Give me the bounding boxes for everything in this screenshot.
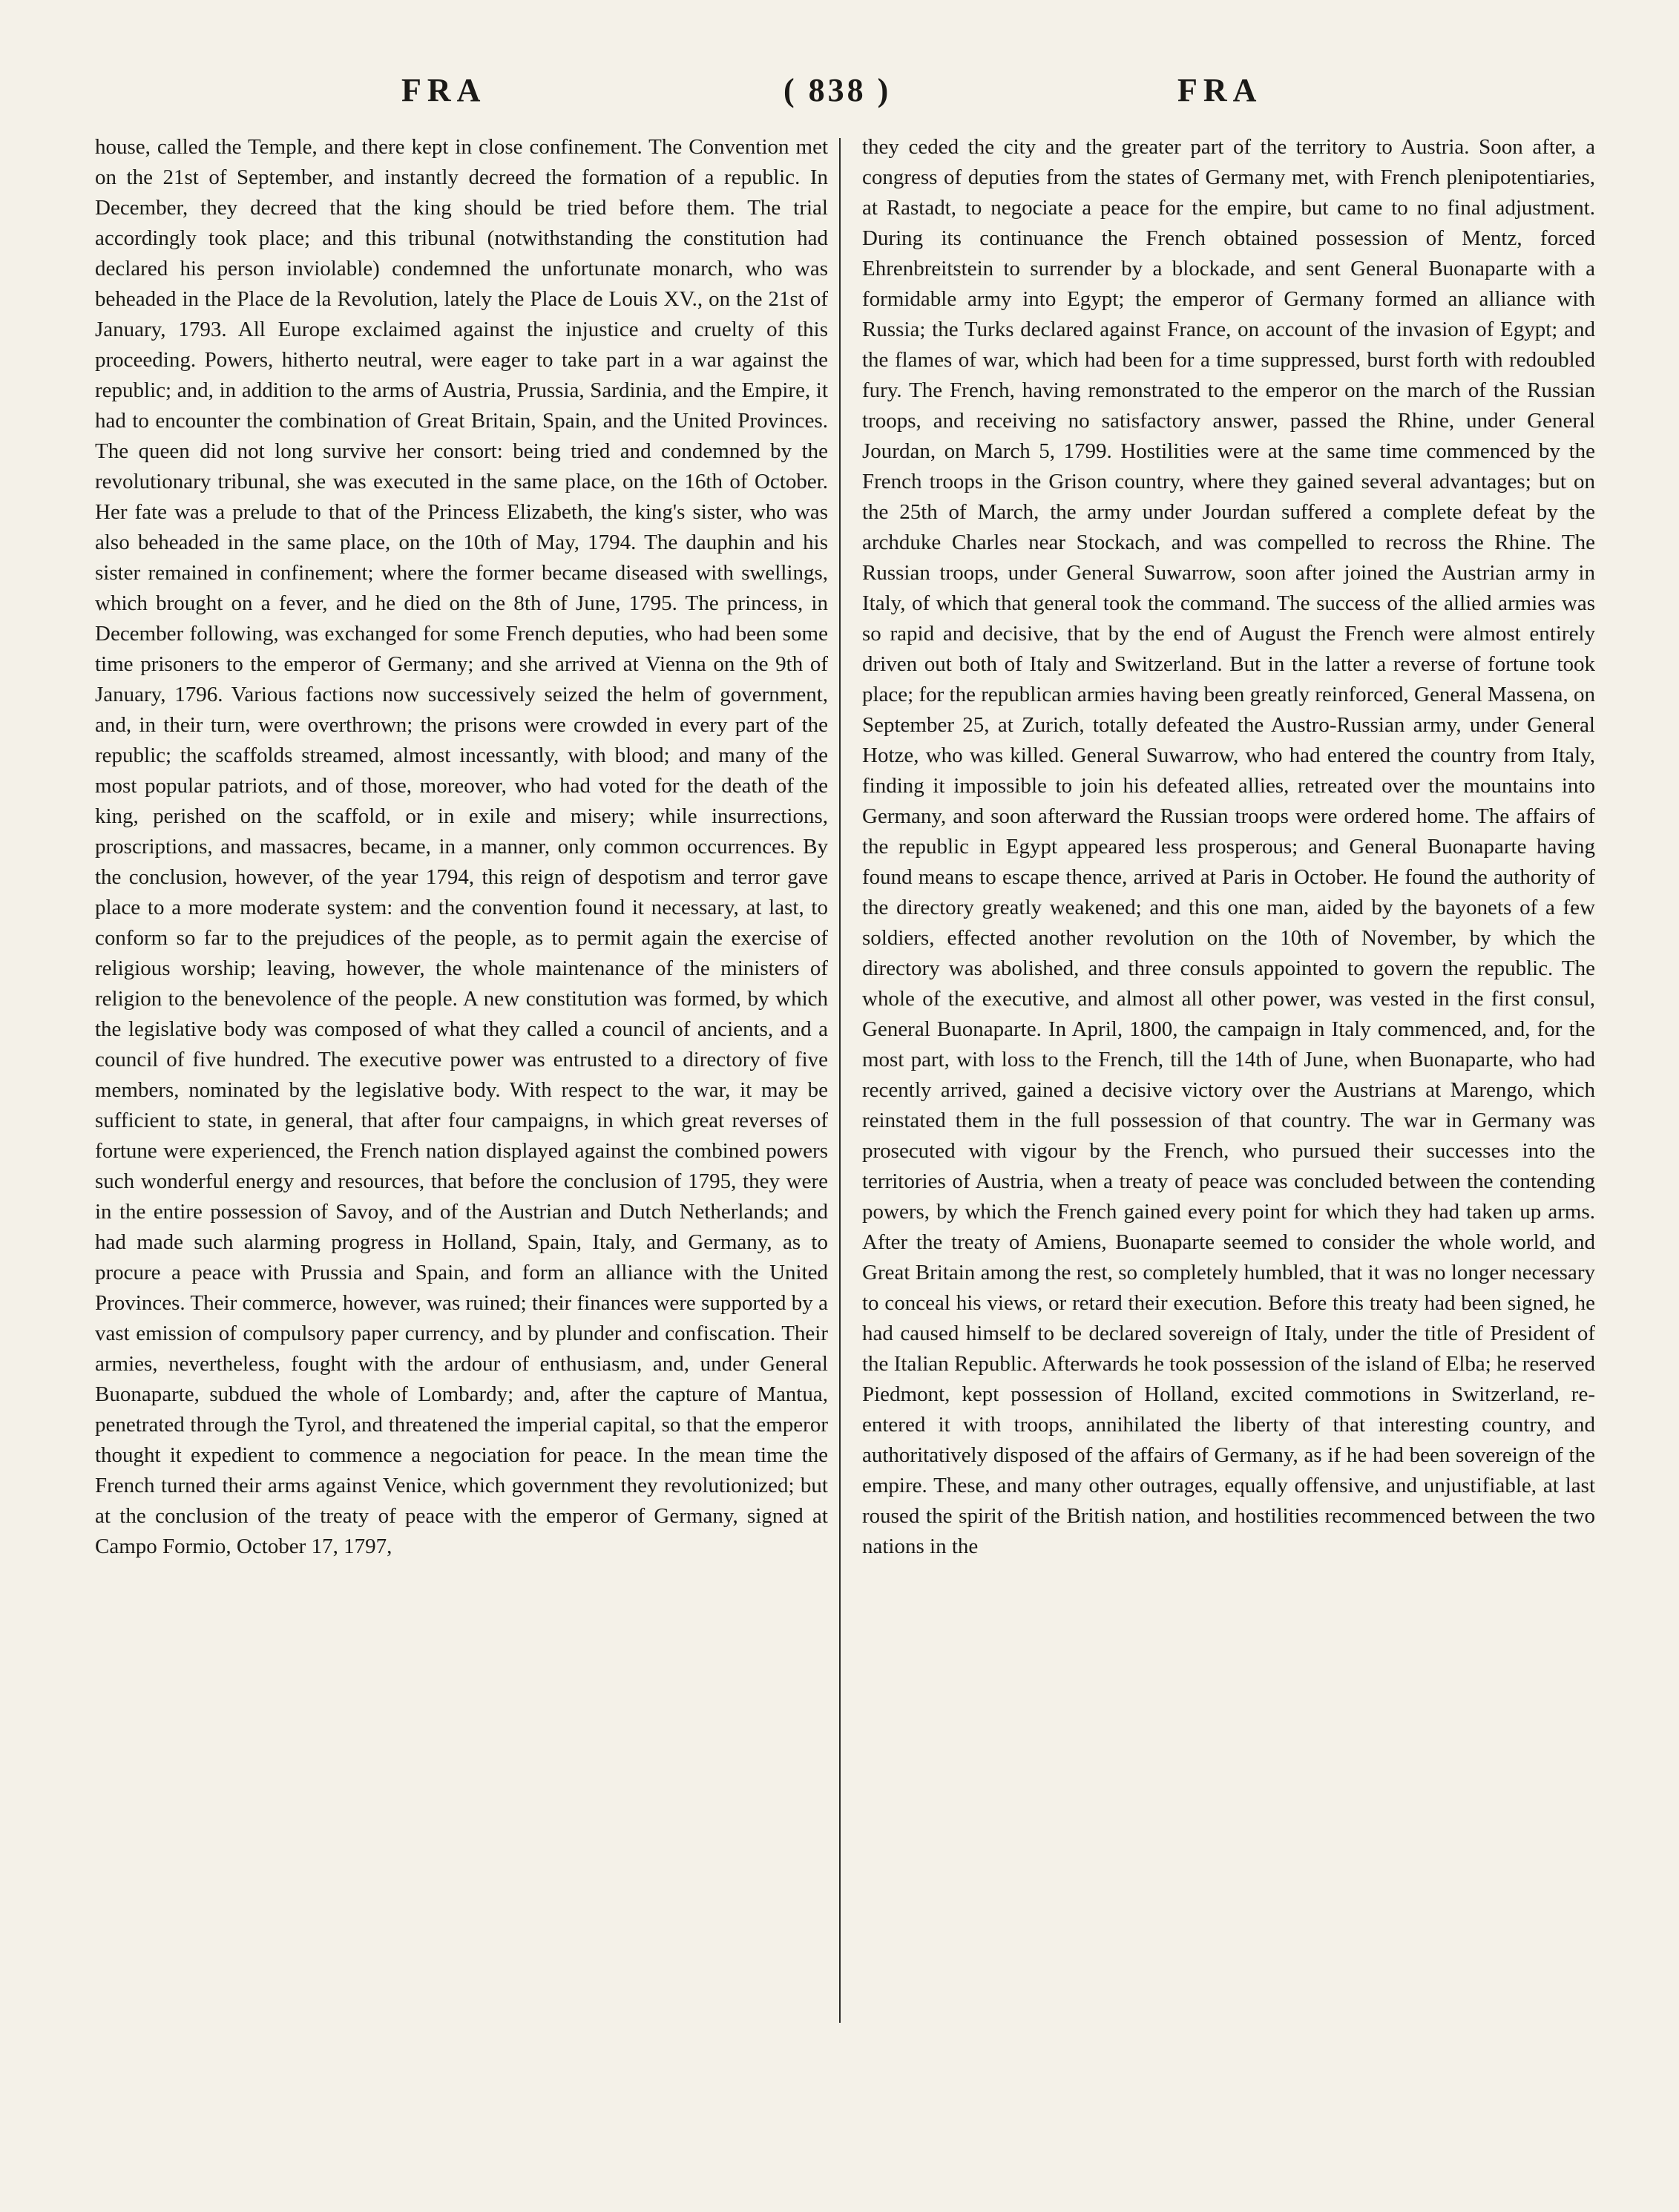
page-number: ( 838 ) [783, 72, 892, 108]
header-right-keyword: FRA [1177, 72, 1263, 108]
column-divider [839, 138, 841, 2023]
running-header [0, 71, 1679, 123]
left-column-text: house, called the Temple, and there kept in close confinement. The Convention met on the 21st of September, and instantly decreed the formation of a republic. In December, they decreed that the king should be tried before them. The trial accordingly took place; and this tribunal (notwithstanding the constitution had declared his person inviolable) condemned the unfortunate monarch, who was beheaded in the Place de la Revolution, lately the Place de Louis XV., on the 21st of January, 1793. All Europe exclaimed against the injustice and cruelty of this proceeding. Powers, hitherto neutral, were eager to take part in a war against the republic; and, in addition to the arms of Austria, Prussia, Sardinia, and the Empire, it had to encounter the combination of Great Britain, Spain, and the United Provinces. The queen did not long survive her consort: being tried and condemned by the revolutionary tribunal, she was executed in the same place, on the 16th of October. Her fate was a prelude to that of the Princess Elizabeth, the king's sister, who was also beheaded in the same place, on the 10th of May, 1794. The dauphin and his sister remained in confinement; where the former became diseased with swellings, which brought on a fever, and he died on the 8th of June, 1795. The princess, in December following, was exchanged for some French deputies, who had been some time prisoners to the emperor of Germany; and she arrived at Vienna on the 9th of January, 1796. Various factions now successively seized the helm of government, and, in their turn, were overthrown; the prisons were crowded in every part of the republic; the scaffolds streamed, almost incessantly, with blood; and many of the most popular patriots, and of those, moreover, who had voted for the death of the king, perished on the scaffold, or in exile and misery; while insurrections, proscriptions, and massacres, became, in a manner, only common occurrences. By the conclusion, however, of the year 1794, this reign of despotism and terror gave place to a more moderate system: and the convention found it necessary, at last, to conform so far to the prejudices of the people, as to permit again the exercise of religious worship; leaving, however, the whole maintenance of the ministers of religion to the benevolence of the people. A new constitution was formed, by which the legislative body was composed of what they called a council of ancients, and a council of five hundred. The executive power was entrusted to a directory of five members, nominated by the legislative body. With respect to the war, it may be sufficient to state, in general, that after four campaigns, in which great reverses of fortune were experienced, the French nation displayed against the combined powers such wonderful energy and resources, that before the conclusion of 1795, they were in the entire possession of Savoy, and of the Austrian and Dutch Netherlands; and had made such alarming progress in Holland, Spain, Italy, and Germany, as to procure a peace with Prussia and Spain, and form an alliance with the United Provinces. Their commerce, however, was ruined; their finances were supported by a vast emission of compulsory paper currency, and by plunder and confiscation. Their armies, nevertheless, fought with the ardour of enthusiasm, and, under General Buonaparte, subdued the whole of Lombardy; and, after the capture of Mantua, penetrated through the Tyrol, and threatened the imperial capital, so that the emperor thought it expedient to commence a negociation for peace. In the mean time the French turned their arms against Venice, which government they revolutionized; but at the conclusion of the treaty of peace with the emperor of Germany, signed at Campo Formio, October 17, 1797, [95, 135, 828, 1558]
header-left-keyword: FRA [401, 72, 487, 108]
right-column-text: they ceded the city and the greater part of the territory to Austria. Soon after, a congress of deputies from the states of Germany met, with French plenipotentiaries, at Rastadt, to negociate a peace for the empire, but came to no final adjustment. During its continuance the French obtained possession of Mentz, forced Ehrenbreitstein to surrender by a blockade, and sent General Buonaparte with a formidable army into Egypt; the emperor of Germany formed an alliance with Russia; the Turks declared against France, on account of the invasion of Egypt; and the flames of war, which had been for a time suppressed, burst forth with redoubled fury. The French, having remonstrated to the emperor on the march of the Russian troops, and receiving no satisfactory answer, passed the Rhine, under General Jourdan, on March 5, 1799. Hostilities were at the same time commenced by the French troops in the Grison country, where they gained several advantages; but on the 25th of March, the army under Jourdan suffered a complete defeat by the archduke Charles near Stockach, and was compelled to recross the Rhine. The Russian troops, under General Suwarrow, soon after joined the Austrian army in Italy, of which that general took the command. The success of the allied armies was so rapid and decisive, that by the end of August the French were almost entirely driven out both of Italy and Switzerland. But in the latter a reverse of fortune took place; for the republican armies having been greatly reinforced, General Massena, on September 25, at Zurich, totally defeated the Austro-Russian army, under General Hotze, who was killed. General Suwarrow, who had entered the country from Italy, finding it impossible to join his defeated allies, retreated over the mountains into Germany, and soon afterward the Russian troops were ordered home. The affairs of the republic in Egypt appeared less prosperous; and General Buonaparte having found means to escape thence, arrived at Paris in October. He found the authority of the directory greatly weakened; and this one man, aided by the bayonets of a few soldiers, effected another revolution on the 10th of November, by which the directory was abolished, and three consuls appointed to govern the republic. The whole of the executive, and almost all other power, was vested in the first consul, General Buonaparte. In April, 1800, the campaign in Italy commenced, and, for the most part, with loss to the French, till the 14th of June, when Buonaparte, who had recently arrived, gained a decisive victory over the Austrians at Marengo, which reinstated them in the full possession of that country. The war in Germany was prosecuted with vigour by the French, who pursued their successes into the territories of Austria, when a treaty of peace was concluded between the contending powers, by which the French gained every point for which they had taken up arms. After the treaty of Amiens, Buonaparte seemed to consider the whole world, and Great Britain among the rest, so completely humbled, that it was no longer necessary to conceal his views, or retard their execution. Before this treaty had been signed, he had caused himself to be declared sovereign of Italy, under the title of President of the Italian Republic. Afterwards he took possession of the island of Elba; he reserved Piedmont, kept possession of Holland, excited commotions in Switzerland, re-entered it with troops, annihilated the liberty of that interesting country, and authoritatively disposed of the affairs of Germany, as if he had been sovereign of the empire. These, and many other outrages, equally offensive, and unjustifiable, at last roused the spirit of the British nation, and hostilities recommenced between the two nations in the [862, 135, 1595, 1558]
